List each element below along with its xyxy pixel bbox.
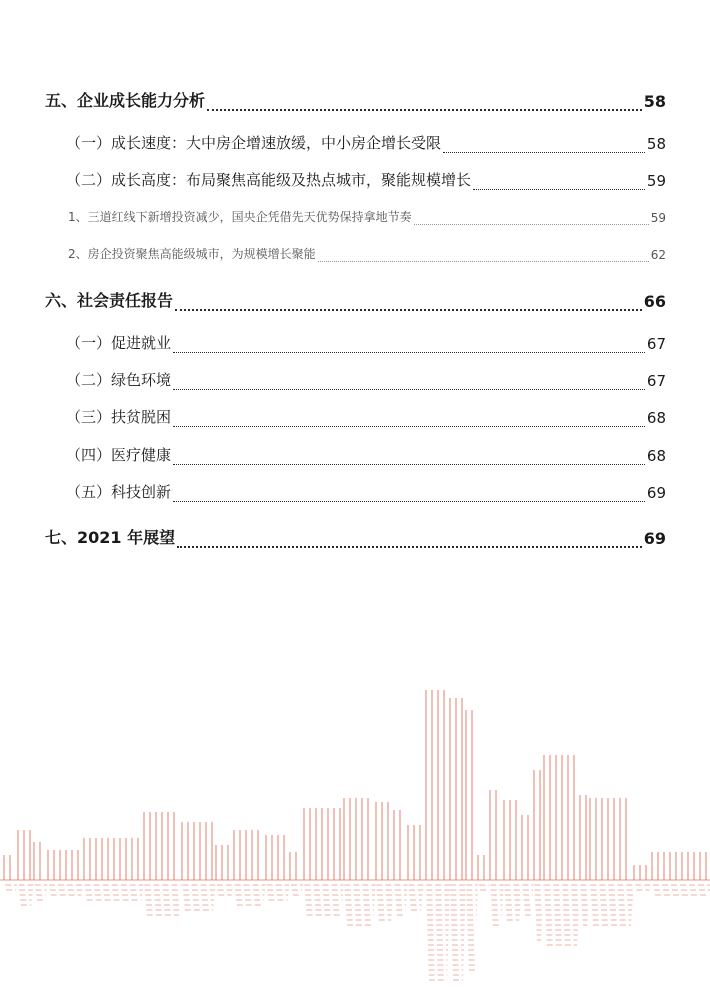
toc-page-number: 68 bbox=[646, 447, 666, 465]
toc-entry-title: （二）成长高度：布局聚焦高能级及热点城市，聚能规模增长 bbox=[66, 171, 472, 189]
toc-entry-title: 六、社会责任报告 bbox=[45, 291, 174, 310]
toc-entry-title: （四）医疗健康 bbox=[66, 446, 172, 464]
dot-leader bbox=[173, 380, 645, 390]
toc-entry-title: （二）绿色环境 bbox=[66, 371, 172, 389]
dot-leader bbox=[175, 299, 642, 311]
toc-page-number: 69 bbox=[646, 484, 666, 502]
toc-entry-title: 1、三道红线下新增投资减少，国央企凭借先天优势保持拿地节奏 bbox=[68, 210, 412, 224]
toc-entry[interactable] bbox=[66, 444, 666, 465]
toc-page-number: 59 bbox=[646, 172, 666, 190]
toc-entry[interactable] bbox=[66, 369, 666, 390]
toc-entry[interactable] bbox=[66, 481, 666, 502]
toc-entry-title: 2、房企投资聚焦高能级城市，为规模增长聚能 bbox=[68, 247, 316, 261]
toc-entry[interactable] bbox=[45, 88, 666, 111]
dot-leader bbox=[173, 492, 645, 502]
dot-leader bbox=[173, 455, 645, 465]
dot-leader bbox=[173, 417, 645, 427]
toc-entry-title: 五、企业成长能力分析 bbox=[45, 91, 206, 110]
toc-entry[interactable] bbox=[45, 288, 666, 311]
toc-entry[interactable] bbox=[66, 132, 666, 153]
toc-entry-title: 七、2021 年展望 bbox=[45, 528, 176, 547]
dot-leader bbox=[173, 343, 645, 353]
toc-page-number: 69 bbox=[643, 529, 666, 548]
dot-leader bbox=[318, 254, 649, 262]
toc-entry[interactable] bbox=[68, 208, 666, 225]
toc-entry[interactable] bbox=[66, 406, 666, 427]
dot-leader bbox=[414, 217, 649, 225]
toc-page-number: 67 bbox=[646, 372, 666, 390]
dot-leader bbox=[207, 99, 642, 111]
city-skyline-illustration bbox=[0, 680, 710, 1004]
toc-entry-title: （三）扶贫脱困 bbox=[66, 408, 172, 426]
toc-entry[interactable] bbox=[66, 332, 666, 353]
toc-entry[interactable] bbox=[66, 169, 666, 190]
toc-entry[interactable] bbox=[68, 245, 666, 262]
toc-entry-title: （一）成长速度：大中房企增速放缓，中小房企增长受限 bbox=[66, 134, 442, 152]
toc-entry-title: （一）促进就业 bbox=[66, 334, 172, 352]
toc-page-number: 59 bbox=[650, 211, 666, 225]
toc-entry-title: （五）科技创新 bbox=[66, 483, 172, 501]
toc-entry[interactable] bbox=[45, 525, 666, 548]
dot-leader bbox=[177, 536, 642, 548]
dot-leader bbox=[473, 180, 645, 190]
toc-page-number: 58 bbox=[643, 92, 666, 111]
toc-page-number: 68 bbox=[646, 409, 666, 427]
toc-page-number: 62 bbox=[650, 248, 666, 262]
dot-leader bbox=[443, 143, 645, 153]
toc-page-number: 66 bbox=[643, 292, 666, 311]
toc-page-number: 58 bbox=[646, 135, 666, 153]
toc-page-number: 67 bbox=[646, 335, 666, 353]
